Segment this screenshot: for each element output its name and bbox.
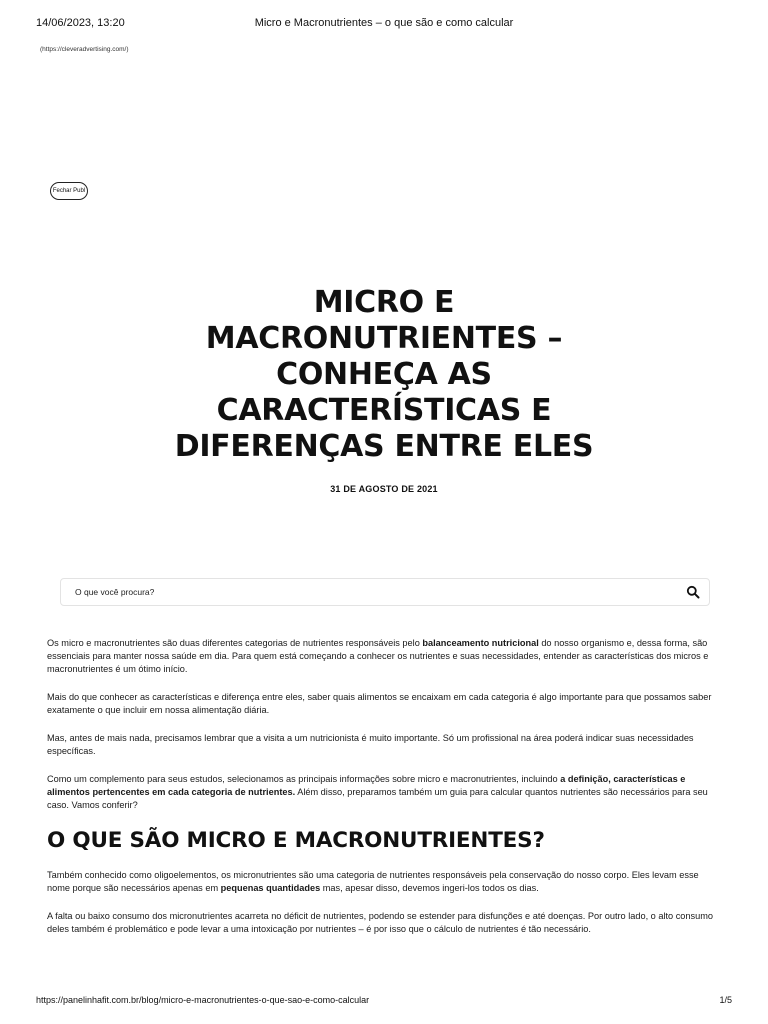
print-header xyxy=(36,17,732,31)
search-input[interactable] xyxy=(60,578,710,606)
post-date: 31 DE AGOSTO DE 2021 xyxy=(330,484,438,494)
article-body xyxy=(47,637,721,951)
page-url[interactable]: https://panelinhafit.com.br/blog/micro-e-macronutrientes-o-que-sao-e-como-calcular xyxy=(36,995,370,1005)
print-footer xyxy=(36,995,732,1007)
paragraph-3: Mas, antes de mais nada, precisamos lembrar que a visita a um nutricionista é muito importante. Só um profissional na área poderá indicar suas necessidades específicas. xyxy=(47,733,694,756)
paragraph-5: Também conhecido como oligoelementos, os micronutrientes são uma categoria de nutrientes responsáveis pela conservação do nosso corpo. Eles levam esse nome porque são necessários apenas em pequenas quantidades mas, apesar disso, devemos ingeri-los todos os dias. xyxy=(47,870,699,893)
paragraph-4: Como um complemento para seus estudos, selecionamos as principais informações sobre micro e macronutrientes, incluindo a definição, características e alimentos pertencentes em cada categoria de nutrientes. Além disso, preparamos também um guia para calcular quantos nutrientes são necessários para seu caso. Vamos conferir? xyxy=(47,774,708,810)
print-document-title: Micro e Macronutrientes – o que são e como calcular xyxy=(254,17,514,29)
page-number: 1/5 xyxy=(719,995,732,1005)
print-timestamp: 14/06/2023, 13:20 xyxy=(36,17,125,29)
section-heading: O QUE SÃO MICRO E MACRONUTRIENTES? xyxy=(47,828,545,853)
bold-highlight: a definição, características e alimentos pertencentes em cada categoria de nutrientes. xyxy=(47,774,686,797)
search-icon[interactable] xyxy=(686,585,700,599)
search-placeholder: O que você procura? xyxy=(75,587,155,597)
ad-link[interactable]: (https://cleveradvertising.com/) xyxy=(40,46,129,53)
close-ad-button[interactable]: Fechar Publ xyxy=(50,182,88,200)
link-balanceamento-nutricional[interactable]: balanceamento nutricional xyxy=(422,638,539,648)
paragraph-2: Mais do que conhecer as características e diferença entre eles, saber quais alimentos se encaixam em cada categoria é algo importante para que possamos saber exatamente o que incluir em nossa alimentação diária. xyxy=(47,692,712,715)
bold-highlight: pequenas quantidades xyxy=(220,883,321,893)
paragraph-intro: Os micro e macronutrientes são duas diferentes categorias de nutrientes responsáveis pelo balanceamento nutricional do nosso organismo e, dessa forma, são essenciais para manter nossa saúde em dia. Para quem está começando a conhecer os nutrientes e suas necessidades, entender as características dos micros e macronutrientes é um ótimo início. xyxy=(47,638,709,674)
article-title: MICRO E MACRONUTRIENTES – CONHEÇA AS CARACTERÍSTICAS E DIFERENÇAS ENTRE ELES xyxy=(174,285,594,464)
paragraph-6: A falta ou baixo consumo dos micronutrientes acarreta no déficit de nutrientes, podendo se estender para disfunções e até doenças. Por outro lado, o alto consumo deles também é problemático e pode levar a uma intoxicação por nutrientes – é por isso que o cálculo de nutrientes é tão necessário. xyxy=(47,911,713,934)
